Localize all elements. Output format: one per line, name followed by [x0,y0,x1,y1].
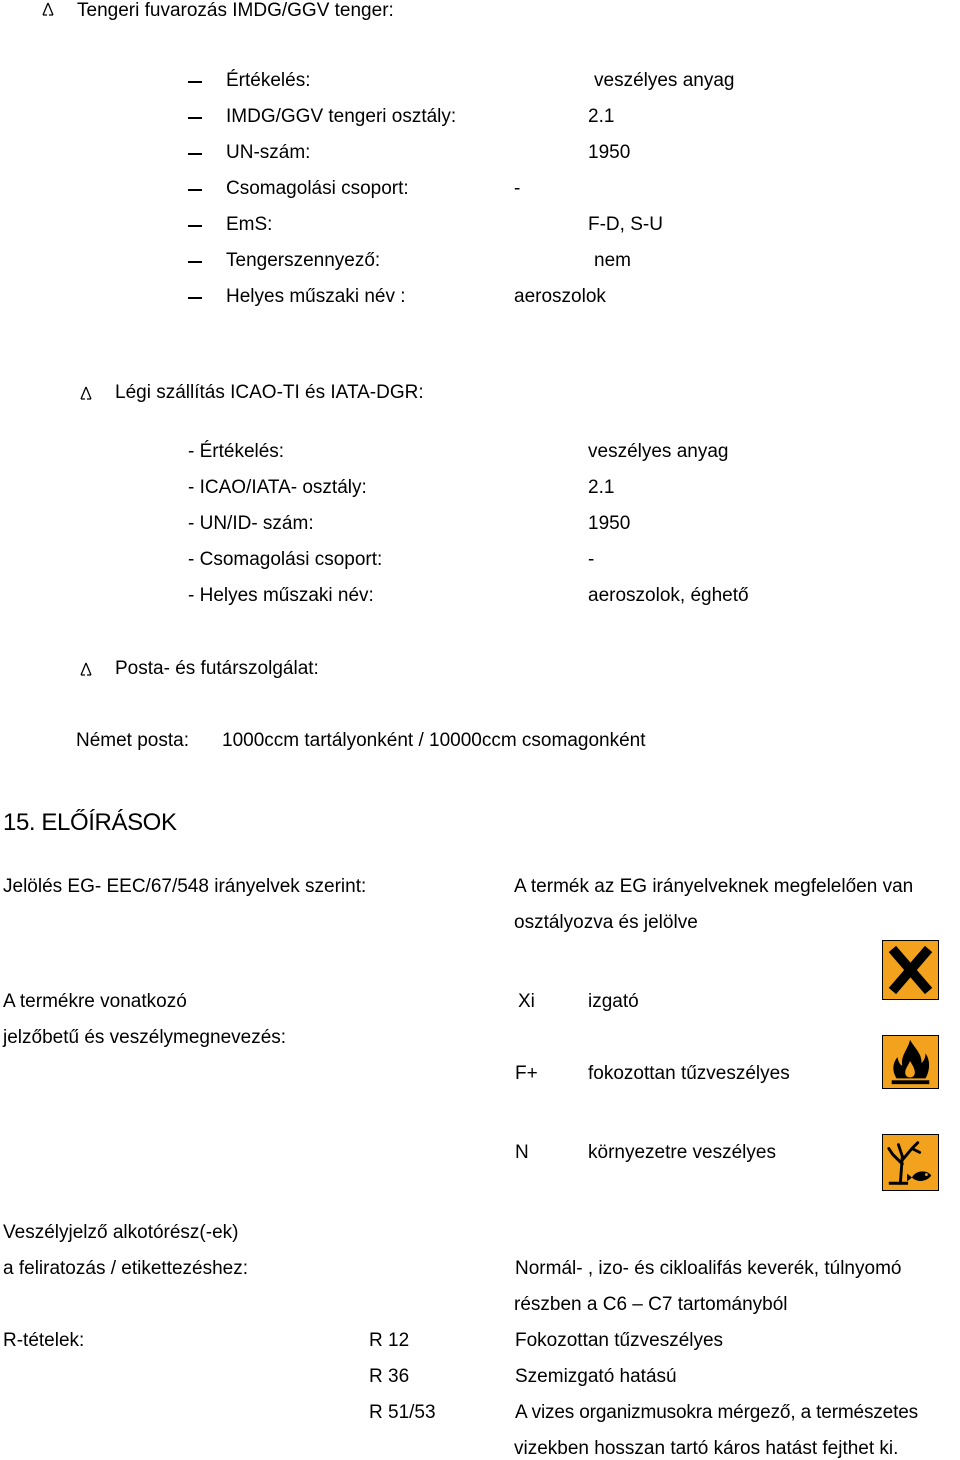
components-value: Normál- , izo- és cikloalifás keverék, túlnyomó [515,1258,902,1279]
r-phrase-text: Fokozottan tűzveszélyes [515,1330,724,1351]
symbol-name: izgató [588,991,639,1012]
post-label: Német posta: [76,730,189,751]
sea-label: Tengerszennyező: [226,250,381,271]
components-label: a feliratozás / etikettezéshez: [3,1258,249,1279]
sea-value: veszélyes anyag [594,70,735,91]
components-label: Veszélyjelző alkotórész(-ek) [3,1222,239,1243]
air-label: - UN/ID- szám: [188,513,314,534]
air-label: - ICAO/IATA- osztály: [188,477,367,498]
air-value: aeroszolok, éghető [588,585,749,606]
components-value: részben a C6 – C7 tartományból [514,1294,788,1315]
dash-bullet [188,81,202,83]
r-phrase-text: A vizes organizmusokra mérgező, a természetes [515,1402,918,1423]
sea-value: 1950 [588,142,631,163]
symbol-code: F+ [515,1063,538,1084]
plane-bullet-icon [40,1,56,17]
r-phrases-label: R-tételek: [3,1330,85,1351]
environment-hazard-icon [882,1134,939,1191]
air-label: - Értékelés: [188,441,285,462]
air-value: 2.1 [588,477,615,498]
dash-bullet [188,261,202,263]
air-value: - [588,549,595,570]
section-heading: 15. ELŐÍRÁSOK [3,809,177,836]
air-label: - Csomagolási csoport: [188,549,383,570]
sea-value: nem [594,250,631,271]
sea-value: - [514,178,521,199]
sea-value: 2.1 [588,106,615,127]
r-phrase-code: R 36 [369,1366,410,1387]
sea-label: Csomagolási csoport: [226,178,409,199]
post-value: 1000ccm tartályonként / 10000ccm csomagonként [222,730,646,751]
sea-label: Helyes műszaki név : [226,286,406,307]
plane-bullet-icon [78,385,94,401]
r-phrase-code: R 51/53 [369,1402,436,1423]
dash-bullet [188,297,202,299]
sea-value: aeroszolok [514,286,606,307]
sea-label: UN-szám: [226,142,311,163]
sea-label: Értékelés: [226,70,311,91]
air-label: - Helyes műszaki név: [188,585,374,606]
dash-bullet [188,153,202,155]
sea-label: IMDG/GGV tengeri osztály: [226,106,457,127]
marking-value: A termék az EG irányelveknek megfelelően van [514,876,914,897]
symbol-name: környezetre veszélyes [588,1142,776,1163]
sea-label: EmS: [226,214,273,235]
plane-bullet-icon [78,661,94,677]
symbol-name: fokozottan tűzveszélyes [588,1063,790,1084]
symbols-label: jelzőbetű és veszélymegnevezés: [3,1027,287,1048]
dash-bullet [188,225,202,227]
air-value: veszélyes anyag [588,441,729,462]
symbol-code: N [515,1142,529,1163]
marking-label: Jelölés EG- EEC/67/548 irányelvek szerint: [3,876,367,897]
r-phrase-code: R 12 [369,1330,410,1351]
section-title-air: Légi szállítás ICAO-TI és IATA-DGR: [115,382,424,403]
air-value: 1950 [588,513,631,534]
harmful-cross-icon [882,940,939,1000]
section-title-post: Posta- és futárszolgálat: [115,658,319,679]
flame-icon [882,1035,939,1089]
symbols-label: A termékre vonatkozó [3,991,187,1012]
section-title-sea: Tengeri fuvarozás IMDG/GGV tenger: [77,0,394,21]
dash-bullet [188,189,202,191]
r-phrase-text: Szemizgató hatású [515,1366,677,1387]
symbol-code: Xi [518,991,535,1012]
dash-bullet [188,117,202,119]
marking-value: osztályozva és jelölve [514,912,698,933]
sea-value: F-D, S-U [588,214,663,235]
r-phrase-text: vizekben hosszan tartó káros hatást fejthet ki. [514,1438,899,1459]
